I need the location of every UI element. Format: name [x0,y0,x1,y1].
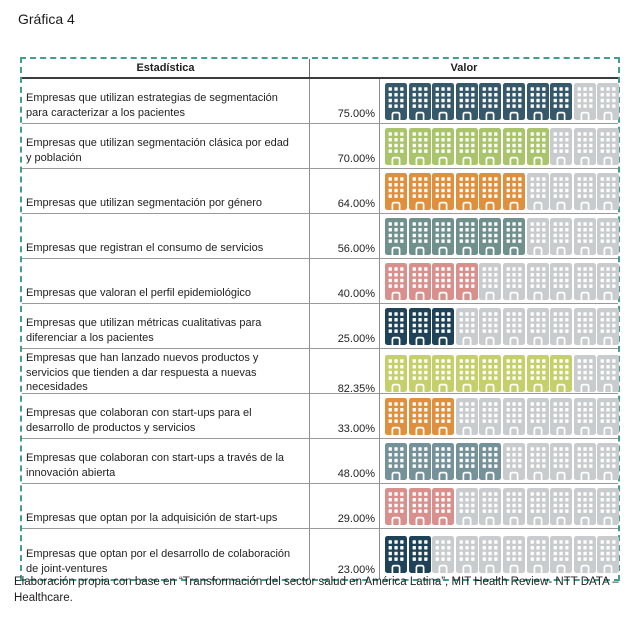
building-icon [479,263,501,300]
building-icon [527,398,549,435]
building-icon [550,443,572,480]
building-pictogram [380,439,623,483]
building-icon [409,443,431,480]
building-icon [409,218,431,255]
building-icon [479,83,501,120]
building-icon [527,443,549,480]
building-icon [503,83,525,120]
percentage-value: 48.00% [310,439,380,483]
building-icon [597,218,619,255]
building-pictogram [380,529,623,579]
building-icon [597,263,619,300]
building-pictogram [380,124,623,168]
building-icon [432,218,454,255]
building-icon [597,173,619,210]
building-icon [503,173,525,210]
building-icon [527,308,549,345]
table-row [22,123,618,168]
building-icon [550,218,572,255]
building-icon [574,398,596,435]
building-icon [527,263,549,300]
building-icon [503,263,525,300]
statistic-label: Empresas que han lanzado nuevos productos y servicios que tienden a dar respuesta a nuevas necesidades [22,349,310,398]
building-icon [479,128,501,165]
building-icon [456,443,478,480]
building-icon [527,128,549,165]
building-icon [456,173,478,210]
building-icon [385,263,407,300]
building-icon [385,173,407,210]
building-icon [385,488,407,525]
statistic-label: Empresas que utilizan segmentación clásica por edad y población [22,124,310,168]
building-icon [574,128,596,165]
statistic-label: Empresas que optan por el desarrollo de colaboración de joint-ventures [22,529,310,579]
building-icon [574,355,596,392]
building-pictogram [380,349,623,398]
building-icon [409,488,431,525]
building-icon [479,218,501,255]
percentage-value: 64.00% [310,169,380,213]
building-icon [597,398,619,435]
building-icon [503,536,525,573]
statistic-label: Empresas que optan por la adquisición de start-ups [22,484,310,528]
building-icon [574,443,596,480]
percentage-value: 25.00% [310,304,380,348]
table-row [22,258,618,303]
building-icon [503,443,525,480]
building-icon [503,128,525,165]
building-icon [550,128,572,165]
building-icon [409,128,431,165]
building-pictogram [380,79,623,123]
building-icon [385,536,407,573]
stats-table [20,57,620,581]
building-pictogram [380,394,623,438]
building-icon [574,173,596,210]
building-icon [409,263,431,300]
building-icon [432,128,454,165]
building-icon [597,355,619,392]
building-icon [527,355,549,392]
building-icon [432,83,454,120]
statistic-label: Empresas que utilizan estrategias de segmentación para caracterizar a los pacientes [22,79,310,123]
statistic-label: Empresas que utilizan métricas cualitativas para diferenciar a los pacientes [22,304,310,348]
percentage-value: 75.00% [310,79,380,123]
building-icon [597,128,619,165]
building-pictogram [380,169,623,213]
column-header-estadistica: Estadística [22,59,310,77]
building-icon [432,488,454,525]
building-icon [550,398,572,435]
building-icon [550,173,572,210]
building-icon [456,488,478,525]
building-pictogram [380,214,623,258]
table-row [22,483,618,528]
statistic-label: Empresas que colaboran con start-ups a través de la innovación abierta [22,439,310,483]
source-note: Elaboración propia con base en “Transformación del sector salud en América Latina”, MIT Health Review- NTT DATA – Healthcare. [14,576,619,604]
building-icon [550,536,572,573]
table-header-row [22,59,618,79]
column-header-valor: Valor [450,62,478,74]
table-row [22,348,618,393]
building-icon [456,128,478,165]
chart-title: Gráfica 4 [18,11,75,27]
building-icon [432,263,454,300]
building-icon [456,218,478,255]
table-body [22,79,618,579]
building-icon [550,263,572,300]
table-row [22,79,618,123]
building-icon [574,536,596,573]
building-icon [479,488,501,525]
building-icon [409,355,431,392]
building-icon [550,308,572,345]
building-icon [527,536,549,573]
table-row [22,528,618,579]
percentage-value: 70.00% [310,124,380,168]
building-icon [503,398,525,435]
building-icon [456,536,478,573]
percentage-value: 56.00% [310,214,380,258]
building-icon [597,488,619,525]
building-icon [597,443,619,480]
building-icon [385,83,407,120]
building-icon [432,398,454,435]
building-icon [456,83,478,120]
building-icon [385,308,407,345]
percentage-value: 29.00% [310,484,380,528]
building-icon [456,308,478,345]
building-pictogram [380,259,623,303]
table-row [22,393,618,438]
table-row [22,303,618,348]
building-icon [503,488,525,525]
building-icon [479,355,501,392]
percentage-value: 23.00% [310,529,380,579]
building-icon [456,355,478,392]
building-icon [409,536,431,573]
building-icon [432,173,454,210]
building-icon [385,443,407,480]
building-icon [574,488,596,525]
statistic-label: Empresas que valoran el perfil epidemiológico [22,259,310,303]
building-icon [527,173,549,210]
building-icon [574,83,596,120]
statistic-label: Empresas que colaboran con start-ups para el desarrollo de productos y servicios [22,394,310,438]
building-icon [385,218,407,255]
building-icon [479,398,501,435]
building-icon [456,398,478,435]
statistic-label: Empresas que registran el consumo de servicios [22,214,310,258]
building-icon [503,308,525,345]
building-icon [385,398,407,435]
building-pictogram [380,304,623,348]
building-icon [597,536,619,573]
building-icon [503,218,525,255]
building-icon [550,83,572,120]
percentage-value: 40.00% [310,259,380,303]
building-icon [409,308,431,345]
building-icon [479,443,501,480]
table-row [22,213,618,258]
building-icon [479,536,501,573]
percentage-value: 33.00% [310,394,380,438]
building-icon [432,355,454,392]
building-icon [409,173,431,210]
building-pictogram [380,484,623,528]
building-icon [432,308,454,345]
building-icon [385,128,407,165]
building-icon [574,308,596,345]
table-row [22,168,618,213]
building-icon [385,355,407,392]
building-icon [527,218,549,255]
building-icon [574,263,596,300]
percentage-value: 82.35% [310,349,380,398]
table-row [22,438,618,483]
building-icon [432,443,454,480]
building-icon [409,398,431,435]
building-icon [597,308,619,345]
building-icon [479,173,501,210]
building-icon [550,488,572,525]
building-icon [597,83,619,120]
building-icon [527,488,549,525]
building-icon [527,83,549,120]
building-icon [456,263,478,300]
building-icon [550,355,572,392]
statistic-label: Empresas que utilizan segmentación por género [22,169,310,213]
building-icon [409,83,431,120]
building-icon [479,308,501,345]
building-icon [574,218,596,255]
building-icon [432,536,454,573]
building-icon [503,355,525,392]
